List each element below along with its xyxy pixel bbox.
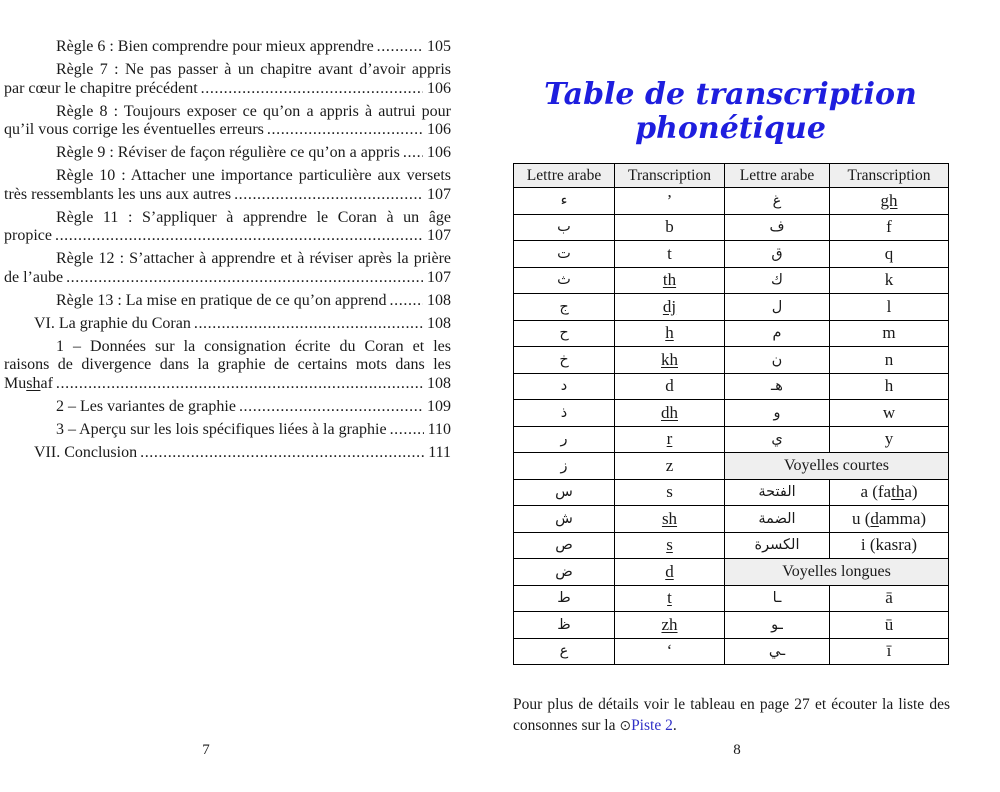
arabic-letter-cell: الفتحة xyxy=(725,479,830,506)
transcription-cell xyxy=(830,506,949,533)
toc-line xyxy=(4,186,451,205)
toc-line xyxy=(4,38,451,57)
underlined-text: th xyxy=(662,270,677,290)
text-segment: t xyxy=(667,243,672,263)
text-segment: amma) xyxy=(878,508,927,528)
transcription-cell xyxy=(615,612,725,639)
toc-text: 3 – Aperçu sur les lois spécifiques liées à la graphie xyxy=(56,420,387,438)
page-ref: 108 xyxy=(427,291,451,309)
text-segment: ā xyxy=(885,588,893,608)
text-segment: q xyxy=(884,243,894,263)
dot-leader xyxy=(267,121,423,140)
page-ref: 106 xyxy=(427,79,451,97)
arabic-letter-cell: ن xyxy=(725,347,830,374)
table-row xyxy=(514,214,949,241)
footer-note xyxy=(513,694,950,738)
transcription-cell xyxy=(830,532,949,559)
page-ref: 106 xyxy=(427,144,451,161)
transcription-cell xyxy=(830,638,949,665)
arabic-letter-cell: الضمة xyxy=(725,506,830,533)
dot-leader xyxy=(390,292,423,311)
arabic-letter-cell: ط xyxy=(514,585,615,612)
column-header: Transcription xyxy=(830,164,949,188)
toc-line: Règle 8 : Toujours exposer ce qu’on a appris à autrui pour xyxy=(56,102,451,120)
transcription-cell xyxy=(615,479,725,506)
table-row xyxy=(514,400,949,427)
text-segment: n xyxy=(884,349,894,369)
table-row xyxy=(514,559,949,586)
underlined-text: sh xyxy=(661,508,678,528)
text-segment: s xyxy=(666,482,673,502)
arabic-letter-cell: ف xyxy=(725,214,830,241)
transcription-cell xyxy=(830,479,949,506)
transcription-cell xyxy=(615,559,725,586)
arabic-letter-cell: ر xyxy=(514,426,615,453)
page-ref: 107 xyxy=(427,185,451,203)
transcription-cell xyxy=(830,347,949,374)
text-segment: k xyxy=(884,270,894,290)
dot-leader xyxy=(55,227,423,246)
toc-line xyxy=(4,121,451,140)
toc-text: par cœur le chapitre précédent xyxy=(4,79,198,97)
toc-line xyxy=(4,292,451,311)
text-segment: w xyxy=(882,402,896,422)
page-title: Table de transcription phonétique xyxy=(544,77,917,146)
page-ref: 111 xyxy=(428,443,451,461)
table-row xyxy=(514,320,949,347)
table-row xyxy=(514,267,949,294)
table-row xyxy=(514,241,949,268)
page-ref: 108 xyxy=(427,374,451,392)
vowel-section-header: Voyelles longues xyxy=(725,559,949,586)
underlined-text: t xyxy=(667,588,672,608)
toc-line: 1 – Données sur la consignation écrite du Coran et les xyxy=(56,337,451,355)
text-segment: u ( xyxy=(851,508,871,528)
table-row xyxy=(514,532,949,559)
transcription-cell xyxy=(615,532,725,559)
toc-text: Règle 9 : Réviser de façon régulière ce qu’on a appris xyxy=(56,144,400,161)
text-segment: i (kasra) xyxy=(860,535,918,555)
dot-leader xyxy=(390,421,424,440)
arabic-letter-cell: الكسرة xyxy=(725,532,830,559)
transcription-cell xyxy=(615,426,725,453)
arabic-letter-cell: ث xyxy=(514,267,615,294)
table-header-row xyxy=(514,164,949,188)
page-ref: 107 xyxy=(427,227,451,244)
toc-line: Règle 11 : S’appliquer à apprendre le Coran à un âge xyxy=(56,208,451,226)
arabic-letter-cell: هـ xyxy=(725,373,830,400)
underlined-text: zh xyxy=(661,614,678,634)
arabic-letter-cell: و xyxy=(725,400,830,427)
arabic-letter-cell: س xyxy=(514,479,615,506)
arabic-letter-cell: ح xyxy=(514,320,615,347)
dot-leader xyxy=(234,186,423,205)
page-ref: 108 xyxy=(427,314,451,332)
arabic-letter-cell: ض xyxy=(514,559,615,586)
table-row xyxy=(514,585,949,612)
transcription-cell xyxy=(830,585,949,612)
toc-line xyxy=(4,315,451,334)
arabic-letter-cell: ج xyxy=(514,294,615,321)
transcription-cell xyxy=(615,400,725,427)
underlined-text: sh xyxy=(26,374,41,392)
table-row xyxy=(514,347,949,374)
table-row xyxy=(514,612,949,639)
page-number-left: 7 xyxy=(202,742,210,758)
text-segment: af xyxy=(40,374,53,392)
arabic-letter-cell: ي xyxy=(725,426,830,453)
transcription-cell xyxy=(830,373,949,400)
transcription-cell xyxy=(830,294,949,321)
text-segment: m xyxy=(882,323,896,343)
text-segment: a (fa xyxy=(860,482,892,502)
toc-line xyxy=(4,398,451,417)
vowel-section-header: Voyelles courtes xyxy=(725,453,949,480)
transcription-cell xyxy=(615,188,725,215)
underlined-text: d xyxy=(870,508,879,528)
column-header: Lettre arabe xyxy=(725,164,830,188)
toc-text: de l’aube xyxy=(4,268,64,286)
column-header: Lettre arabe xyxy=(514,164,615,188)
arabic-letter-cell: ظ xyxy=(514,612,615,639)
toc-line: Règle 12 : S’attacher à apprendre et à réviser après la prière xyxy=(56,250,451,267)
toc-line xyxy=(4,227,451,246)
transcription-cell xyxy=(615,453,725,480)
underlined-text: dh xyxy=(661,402,678,422)
toc-text: qu’il vous corrige les éventuelles erreurs xyxy=(4,121,264,138)
page-ref: 106 xyxy=(427,121,451,138)
text-segment: f xyxy=(886,217,892,237)
toc-line: Règle 7 : Ne pas passer à un chapitre avant d’avoir appris xyxy=(56,61,451,78)
text-segment: ’ xyxy=(666,190,673,210)
transcription-cell xyxy=(615,294,725,321)
text-segment: ‘ xyxy=(666,641,673,661)
arabic-letter-cell: ـا xyxy=(725,585,830,612)
toc-text: Règle 13 : La mise en pratique de ce qu’on apprend xyxy=(56,291,387,309)
underlined-text: gh xyxy=(880,190,898,210)
page-ref: 107 xyxy=(427,268,451,286)
page-number-right: 8 xyxy=(733,742,741,758)
transcription-cell xyxy=(830,612,949,639)
transcription-cell xyxy=(615,241,725,268)
transcription-cell xyxy=(830,241,949,268)
arabic-letter-cell: ـو xyxy=(725,612,830,639)
arabic-letter-cell: د xyxy=(514,373,615,400)
arabic-letter-cell: ك xyxy=(725,267,830,294)
arabic-letter-cell: خ xyxy=(514,347,615,374)
transcription-cell xyxy=(615,347,725,374)
toc-line xyxy=(4,144,451,163)
audio-track-icon: ⊙ xyxy=(619,718,632,734)
toc-line xyxy=(4,375,451,394)
arabic-letter-cell: ت xyxy=(514,241,615,268)
underlined-text: kh xyxy=(661,349,678,369)
toc-line xyxy=(4,421,451,440)
transcription-cell xyxy=(615,506,725,533)
text-segment: b xyxy=(665,217,674,237)
transcription-cell xyxy=(615,373,725,400)
footer-text: Pour plus de détails voir le tableau en page 27 et écouter la liste des consonnes sur la xyxy=(513,695,950,734)
table-row xyxy=(514,294,949,321)
toc-line: raisons de divergence dans la graphie de certains mots dans les xyxy=(4,356,451,373)
dot-leader xyxy=(201,80,423,99)
dot-leader xyxy=(140,444,424,463)
text-segment: h xyxy=(884,376,894,396)
text-segment: a) xyxy=(904,482,918,502)
toc-line xyxy=(4,80,451,99)
transcription-cell xyxy=(830,426,949,453)
page-ref: 105 xyxy=(427,38,451,55)
dot-leader xyxy=(56,375,423,394)
text-segment: l xyxy=(886,296,892,316)
underlined-text: h xyxy=(665,323,674,343)
arabic-letter-cell: ز xyxy=(514,453,615,480)
text-segment: Mu xyxy=(4,374,27,392)
transcription-cell xyxy=(830,214,949,241)
column-header: Transcription xyxy=(615,164,725,188)
dot-leader xyxy=(239,398,423,417)
underlined-text: d xyxy=(665,561,674,581)
table-row xyxy=(514,638,949,665)
arabic-letter-cell: م xyxy=(725,320,830,347)
table-row xyxy=(514,373,949,400)
toc-text: VII. Conclusion xyxy=(34,443,138,461)
page-ref: 110 xyxy=(427,420,451,438)
table-row xyxy=(514,479,949,506)
transcription-cell xyxy=(615,214,725,241)
underlined-text: s xyxy=(666,535,673,555)
table-row xyxy=(514,426,949,453)
arabic-letter-cell: ق xyxy=(725,241,830,268)
underlined-text: th xyxy=(891,482,905,502)
dot-leader xyxy=(194,315,423,334)
piste-link[interactable]: Piste 2 xyxy=(631,717,673,734)
transcription-cell xyxy=(830,400,949,427)
underlined-text: dj xyxy=(662,296,677,316)
transcription-table xyxy=(513,163,949,665)
dot-leader xyxy=(377,38,423,57)
toc-text: 2 – Les variantes de graphie xyxy=(56,397,236,415)
toc-text: VI. La graphie du Coran xyxy=(34,314,191,332)
arabic-letter-cell: ب xyxy=(514,214,615,241)
underlined-text: r xyxy=(666,429,673,449)
transcription-cell xyxy=(615,320,725,347)
arabic-letter-cell: ع xyxy=(514,638,615,665)
arabic-letter-cell: غ xyxy=(725,188,830,215)
dot-leader xyxy=(403,144,423,163)
toc-text: propice xyxy=(4,227,52,244)
arabic-letter-cell: ـي xyxy=(725,638,830,665)
text-segment: ū xyxy=(884,614,894,634)
text-segment: y xyxy=(884,429,894,449)
transcription-cell xyxy=(615,267,725,294)
toc-text: très ressemblants les uns aux autres xyxy=(4,185,232,203)
page-ref: 109 xyxy=(427,397,451,415)
table-row xyxy=(514,453,949,480)
text-segment: d xyxy=(665,376,674,396)
text-segment: ī xyxy=(886,641,892,661)
table-row xyxy=(514,188,949,215)
toc-line xyxy=(4,444,451,463)
toc-line: Règle 10 : Attacher une importance particulière aux versets xyxy=(56,167,451,184)
arabic-letter-cell: ش xyxy=(514,506,615,533)
toc-text: Règle 6 : Bien comprendre pour mieux apprendre xyxy=(56,38,374,55)
footer-period: . xyxy=(672,717,677,734)
transcription-cell xyxy=(830,188,949,215)
transcription-cell xyxy=(830,267,949,294)
transcription-cell xyxy=(830,320,949,347)
dot-leader xyxy=(66,269,423,288)
toc-line xyxy=(4,269,451,288)
toc-page xyxy=(4,38,451,462)
table-row xyxy=(514,506,949,533)
toc-text xyxy=(4,375,53,394)
text-segment: z xyxy=(665,455,674,475)
transcription-cell xyxy=(615,585,725,612)
arabic-letter-cell: ص xyxy=(514,532,615,559)
transcription-cell xyxy=(615,638,725,665)
arabic-letter-cell: ء xyxy=(514,188,615,215)
arabic-letter-cell: ل xyxy=(725,294,830,321)
arabic-letter-cell: ذ xyxy=(514,400,615,427)
